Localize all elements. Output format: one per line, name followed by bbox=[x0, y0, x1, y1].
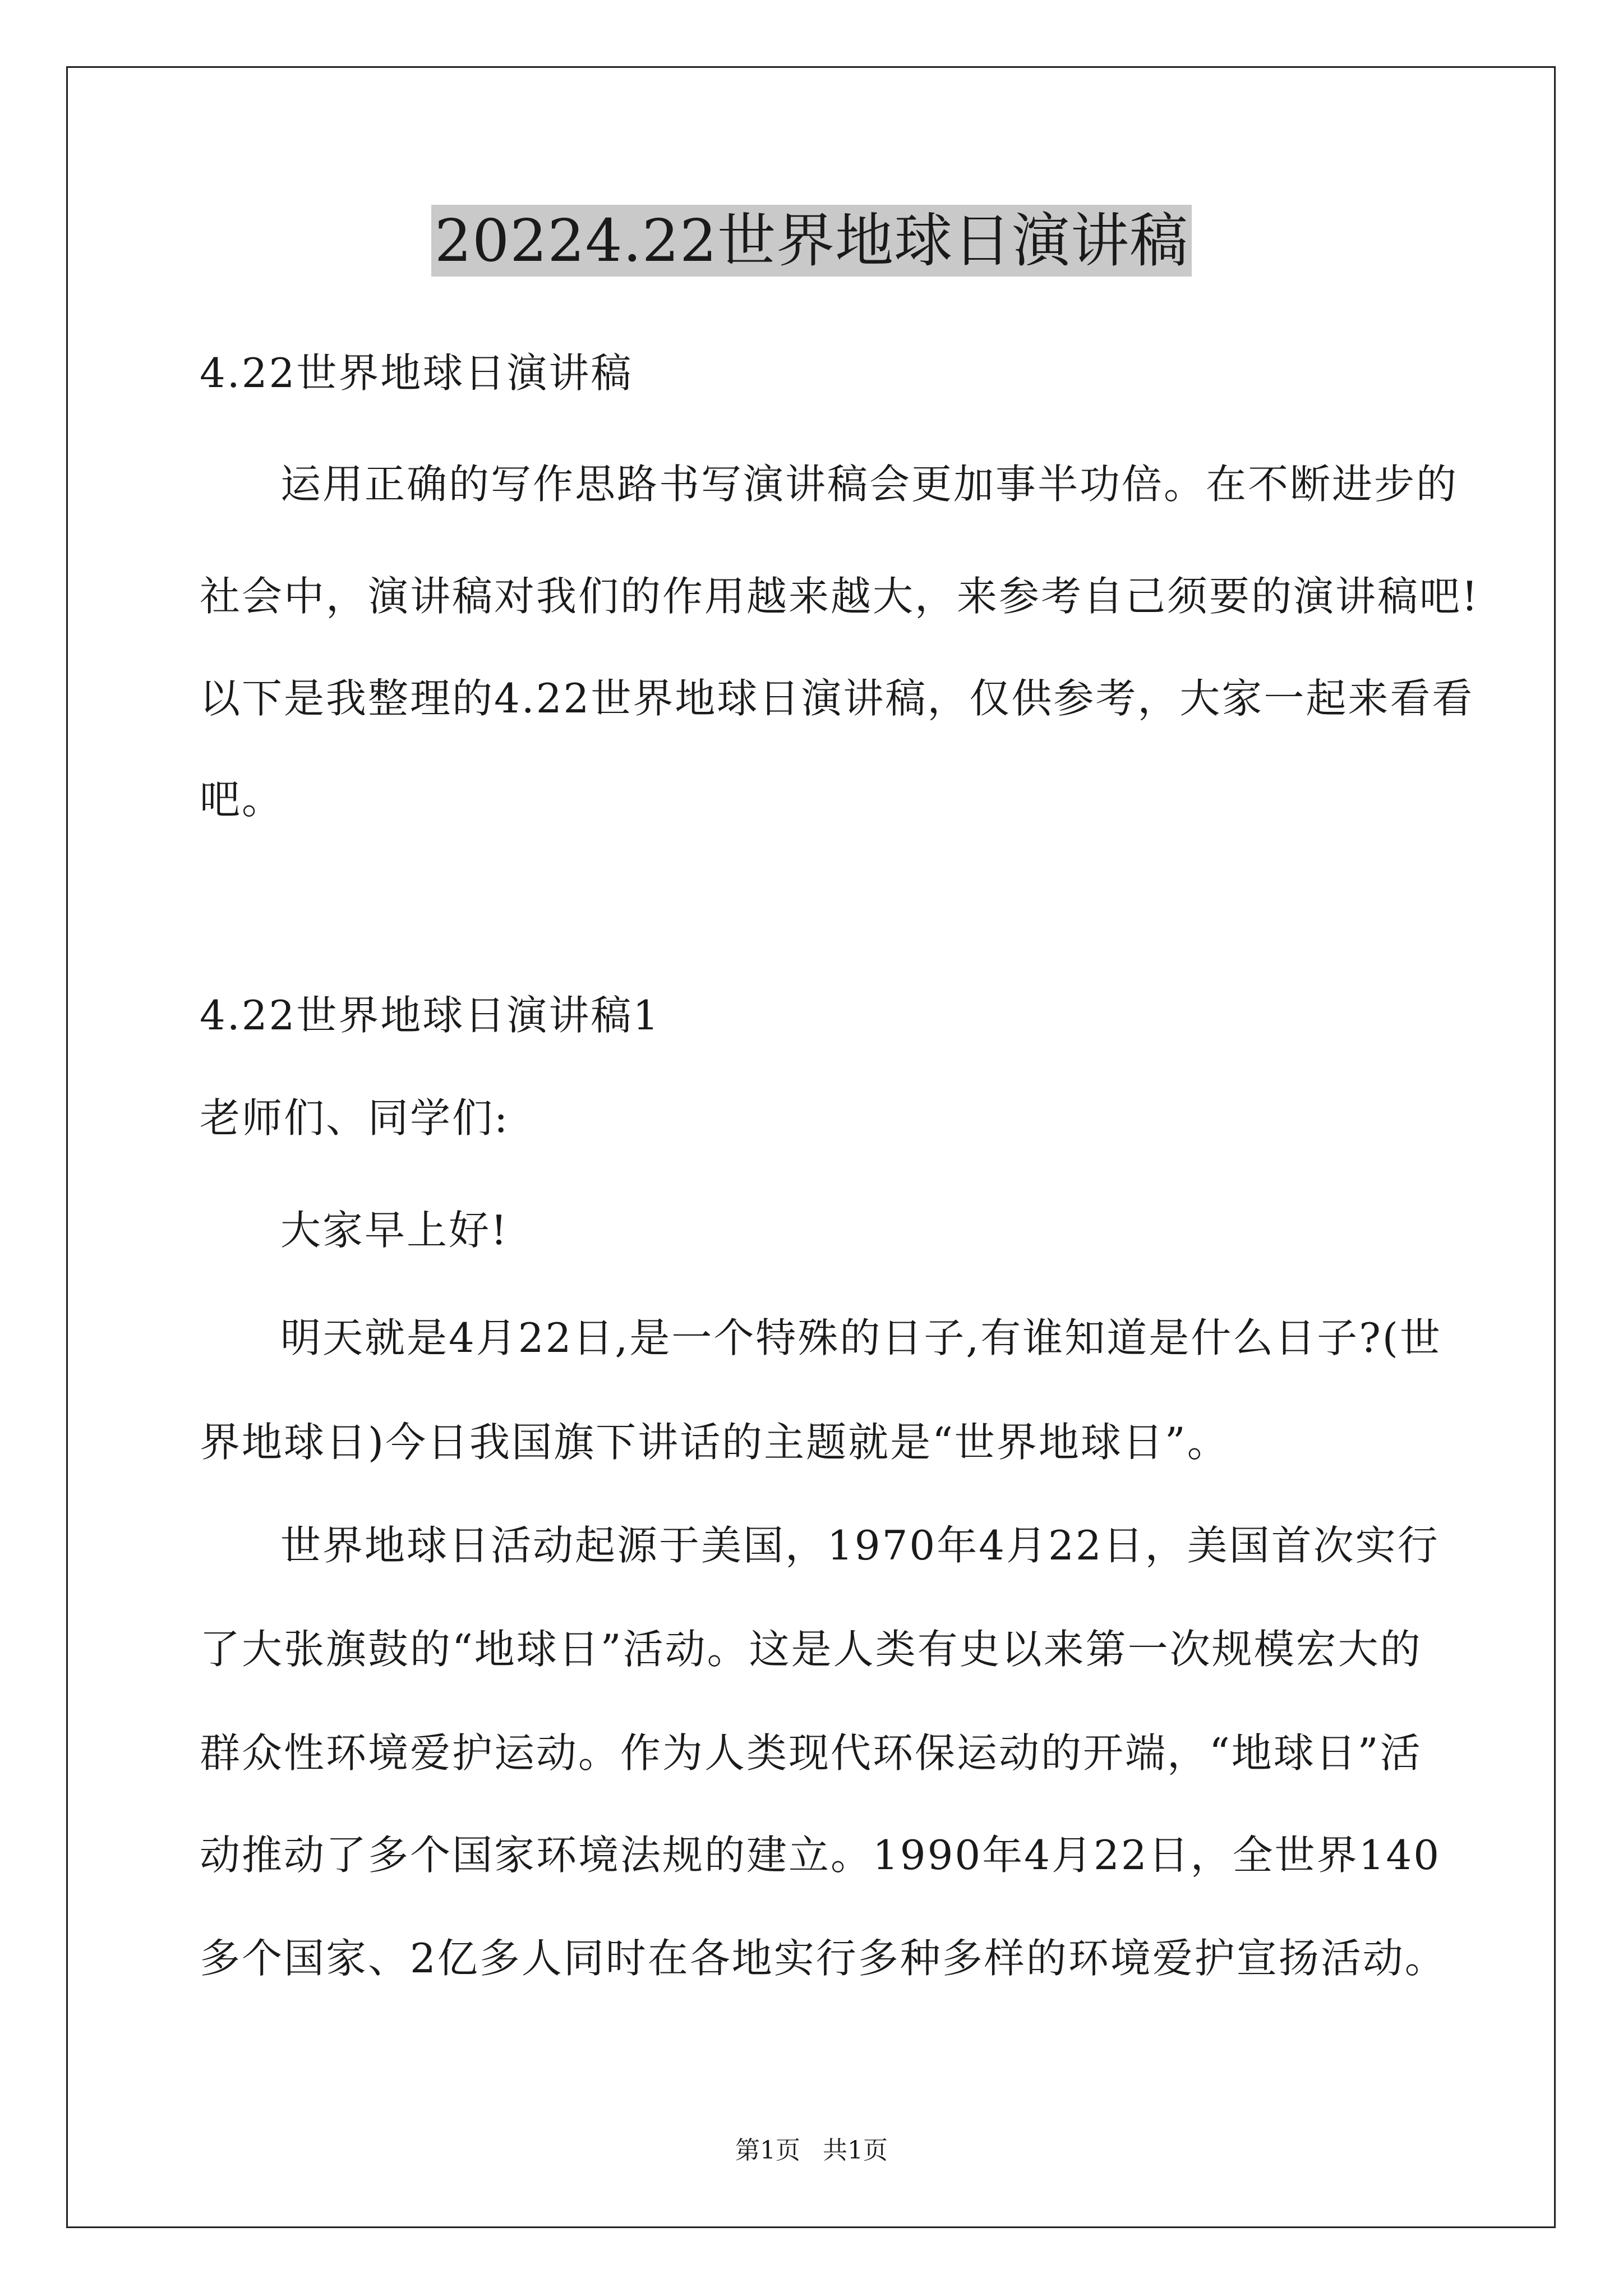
intro-line-4: 吧。 bbox=[200, 776, 284, 823]
para2-line-3: 群众性环境爱护运动。作为人类现代环保运动的开端，“地球日”活 bbox=[200, 1729, 1422, 1777]
para2-line-1: 世界地球日活动起源于美国，1970年4月22日，美国首次实行 bbox=[280, 1522, 1440, 1569]
para2-line-2: 了大张旗鼓的“地球日”活动。这是人类有史以来第一次规模宏大的 bbox=[200, 1626, 1422, 1673]
para1-line-2: 界地球日)今日我国旗下讲话的主题就是“世界地球日”。 bbox=[200, 1419, 1229, 1466]
greeting: 大家早上好! bbox=[280, 1207, 509, 1254]
intro-line-3: 以下是我整理的4.22世界地球日演讲稿，仅供参考，大家一起来看看 bbox=[200, 675, 1474, 722]
page-total: 共1页 bbox=[823, 2136, 888, 2165]
page-footer bbox=[0, 2135, 1623, 2166]
title-container bbox=[0, 205, 1623, 277]
page-number: 第1页 bbox=[735, 2136, 800, 2165]
para2-line-5: 多个国家、2亿多人同时在各地实行多种多样的环境爱护宣扬活动。 bbox=[200, 1935, 1447, 1982]
intro-line-2: 社会中，演讲稿对我们的作用越来越大，来参考自己须要的演讲稿吧! bbox=[200, 573, 1479, 620]
intro-line-1: 运用正确的写作思路书写演讲稿会更加事半功倍。在不断进步的 bbox=[280, 461, 1459, 508]
section-heading: 4.22世界地球日演讲稿1 bbox=[200, 992, 661, 1039]
para1-line-1: 明天就是4月22日,是一个特殊的日子,有谁知道是什么日子?(世 bbox=[280, 1314, 1442, 1361]
document-title: 20224.22世界地球日演讲稿 bbox=[431, 205, 1192, 277]
para2-line-4: 动推动了多个国家环境法规的建立。1990年4月22日，全世界140 bbox=[200, 1832, 1441, 1879]
subtitle: 4.22世界地球日演讲稿 bbox=[200, 349, 633, 397]
salutation: 老师们、同学们: bbox=[200, 1094, 510, 1142]
